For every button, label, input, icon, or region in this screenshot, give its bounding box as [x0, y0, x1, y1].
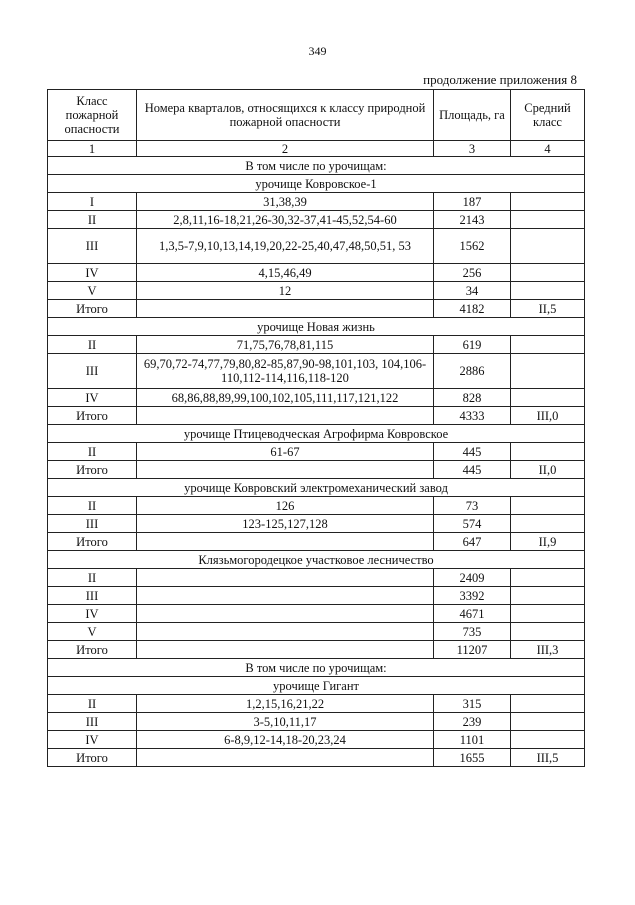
column-number: 1	[48, 141, 137, 157]
page-number: 349	[308, 44, 327, 58]
quarters-cell: 2,8,11,16-18,21,26-30,32-37,41-45,52,54-60	[137, 211, 434, 229]
avg-class-cell: II,5	[511, 300, 585, 318]
section-row	[48, 175, 585, 193]
quarters-cell: 123-125,127,128	[137, 515, 434, 533]
class-cell: II	[48, 336, 137, 354]
area-cell: 73	[434, 497, 511, 515]
table-row	[48, 443, 585, 461]
avg-class-cell	[511, 731, 585, 749]
section-row	[48, 551, 585, 569]
fire-danger-table	[47, 89, 585, 767]
avg-class-cell	[511, 336, 585, 354]
table-row	[48, 731, 585, 749]
class-cell: II	[48, 695, 137, 713]
area-cell: 445	[434, 461, 511, 479]
area-cell: 735	[434, 623, 511, 641]
avg-class-cell	[511, 229, 585, 264]
avg-class-cell	[511, 605, 585, 623]
avg-class-cell	[511, 497, 585, 515]
section-row	[48, 318, 585, 336]
table-row	[48, 605, 585, 623]
area-cell: 2143	[434, 211, 511, 229]
quarters-cell	[137, 533, 434, 551]
table-row	[48, 264, 585, 282]
total-row	[48, 641, 585, 659]
header-area: Площадь, га	[434, 90, 511, 141]
table-row	[48, 211, 585, 229]
column-number: 2	[137, 141, 434, 157]
area-cell: 1655	[434, 749, 511, 767]
area-cell: 11207	[434, 641, 511, 659]
class-cell: III	[48, 229, 137, 264]
class-cell: III	[48, 713, 137, 731]
avg-class-cell: III,3	[511, 641, 585, 659]
total-label: Итого	[48, 533, 137, 551]
area-cell: 574	[434, 515, 511, 533]
avg-class-cell	[511, 282, 585, 300]
class-cell: II	[48, 497, 137, 515]
total-row	[48, 407, 585, 425]
class-cell: V	[48, 282, 137, 300]
quarters-cell: 31,38,39	[137, 193, 434, 211]
area-cell: 619	[434, 336, 511, 354]
section-title: В том числе по урочищам:	[48, 157, 585, 175]
quarters-cell: 4,15,46,49	[137, 264, 434, 282]
avg-class-cell: II,0	[511, 461, 585, 479]
avg-class-cell	[511, 443, 585, 461]
total-row	[48, 533, 585, 551]
header-avg-class: Средний класс	[511, 90, 585, 141]
column-number: 3	[434, 141, 511, 157]
total-row	[48, 461, 585, 479]
area-cell: 315	[434, 695, 511, 713]
class-cell: II	[48, 569, 137, 587]
avg-class-cell	[511, 389, 585, 407]
class-cell: II	[48, 211, 137, 229]
quarters-cell: 12	[137, 282, 434, 300]
section-row	[48, 157, 585, 175]
quarters-cell: 69,70,72-74,77,79,80,82-85,87,90-98,101,103, 104,106-110,112-114,116,118-120	[137, 354, 434, 389]
section-row	[48, 677, 585, 695]
table-header-row	[48, 90, 585, 141]
avg-class-cell	[511, 569, 585, 587]
total-label: Итого	[48, 749, 137, 767]
class-cell: III	[48, 515, 137, 533]
quarters-cell	[137, 407, 434, 425]
avg-class-cell	[511, 354, 585, 389]
quarters-cell	[137, 569, 434, 587]
column-number: 4	[511, 141, 585, 157]
avg-class-cell	[511, 515, 585, 533]
quarters-cell: 6-8,9,12-14,18-20,23,24	[137, 731, 434, 749]
column-number-row	[48, 141, 585, 157]
avg-class-cell	[511, 587, 585, 605]
area-cell: 2409	[434, 569, 511, 587]
quarters-cell	[137, 623, 434, 641]
table-row	[48, 389, 585, 407]
area-cell: 239	[434, 713, 511, 731]
header-class: Класс пожарной опасности	[48, 90, 137, 141]
avg-class-cell: II,9	[511, 533, 585, 551]
section-title: урочище Птицеводческая Агрофирма Ковровское	[48, 425, 585, 443]
avg-class-cell: III,5	[511, 749, 585, 767]
section-row	[48, 659, 585, 677]
quarters-cell: 61-67	[137, 443, 434, 461]
class-cell: IV	[48, 264, 137, 282]
avg-class-cell	[511, 713, 585, 731]
quarters-cell	[137, 605, 434, 623]
class-cell: I	[48, 193, 137, 211]
area-cell: 256	[434, 264, 511, 282]
class-cell: IV	[48, 389, 137, 407]
class-cell: III	[48, 354, 137, 389]
quarters-cell	[137, 641, 434, 659]
section-row	[48, 479, 585, 497]
area-cell: 4182	[434, 300, 511, 318]
class-cell: IV	[48, 731, 137, 749]
table-row	[48, 193, 585, 211]
section-title: урочище Ковровский электромеханический завод	[48, 479, 585, 497]
avg-class-cell	[511, 623, 585, 641]
quarters-cell	[137, 587, 434, 605]
section-title: В том числе по урочищам:	[48, 659, 585, 677]
section-title: урочище Новая жизнь	[48, 318, 585, 336]
table-row	[48, 569, 585, 587]
area-cell: 4333	[434, 407, 511, 425]
table-body	[48, 157, 585, 767]
table-row	[48, 623, 585, 641]
avg-class-cell	[511, 211, 585, 229]
table-row	[48, 713, 585, 731]
header-quarters: Номера кварталов, относящихся к классу природной пожарной опасности	[137, 90, 434, 141]
total-label: Итого	[48, 461, 137, 479]
avg-class-cell: III,0	[511, 407, 585, 425]
quarters-cell: 3-5,10,11,17	[137, 713, 434, 731]
area-cell: 34	[434, 282, 511, 300]
area-cell: 2886	[434, 354, 511, 389]
total-label: Итого	[48, 407, 137, 425]
area-cell: 1562	[434, 229, 511, 264]
table-row	[48, 515, 585, 533]
table-row	[48, 229, 585, 264]
quarters-cell	[137, 300, 434, 318]
section-row	[48, 425, 585, 443]
area-cell: 445	[434, 443, 511, 461]
quarters-cell: 126	[137, 497, 434, 515]
total-row	[48, 300, 585, 318]
total-label: Итого	[48, 300, 137, 318]
continuation-note: продолжение приложения 8	[423, 72, 577, 87]
area-cell: 187	[434, 193, 511, 211]
avg-class-cell	[511, 695, 585, 713]
avg-class-cell	[511, 193, 585, 211]
section-title: урочище Гигант	[48, 677, 585, 695]
total-row	[48, 749, 585, 767]
quarters-cell: 68,86,88,89,99,100,102,105,111,117,121,122	[137, 389, 434, 407]
quarters-cell	[137, 749, 434, 767]
class-cell: II	[48, 443, 137, 461]
class-cell: IV	[48, 605, 137, 623]
area-cell: 3392	[434, 587, 511, 605]
area-cell: 647	[434, 533, 511, 551]
total-label: Итого	[48, 641, 137, 659]
area-cell: 4671	[434, 605, 511, 623]
table-row	[48, 587, 585, 605]
section-title: урочище Ковровское-1	[48, 175, 585, 193]
class-cell: V	[48, 623, 137, 641]
table-row	[48, 282, 585, 300]
section-title: Клязьмогородецкое участковое лесничество	[48, 551, 585, 569]
table-row	[48, 695, 585, 713]
table-row	[48, 354, 585, 389]
avg-class-cell	[511, 264, 585, 282]
quarters-cell: 1,3,5-7,9,10,13,14,19,20,22-25,40,47,48,50,51, 53	[137, 229, 434, 264]
quarters-cell: 1,2,15,16,21,22	[137, 695, 434, 713]
quarters-cell	[137, 461, 434, 479]
table-row	[48, 336, 585, 354]
table-row	[48, 497, 585, 515]
class-cell: III	[48, 587, 137, 605]
area-cell: 828	[434, 389, 511, 407]
quarters-cell: 71,75,76,78,81,115	[137, 336, 434, 354]
area-cell: 1101	[434, 731, 511, 749]
